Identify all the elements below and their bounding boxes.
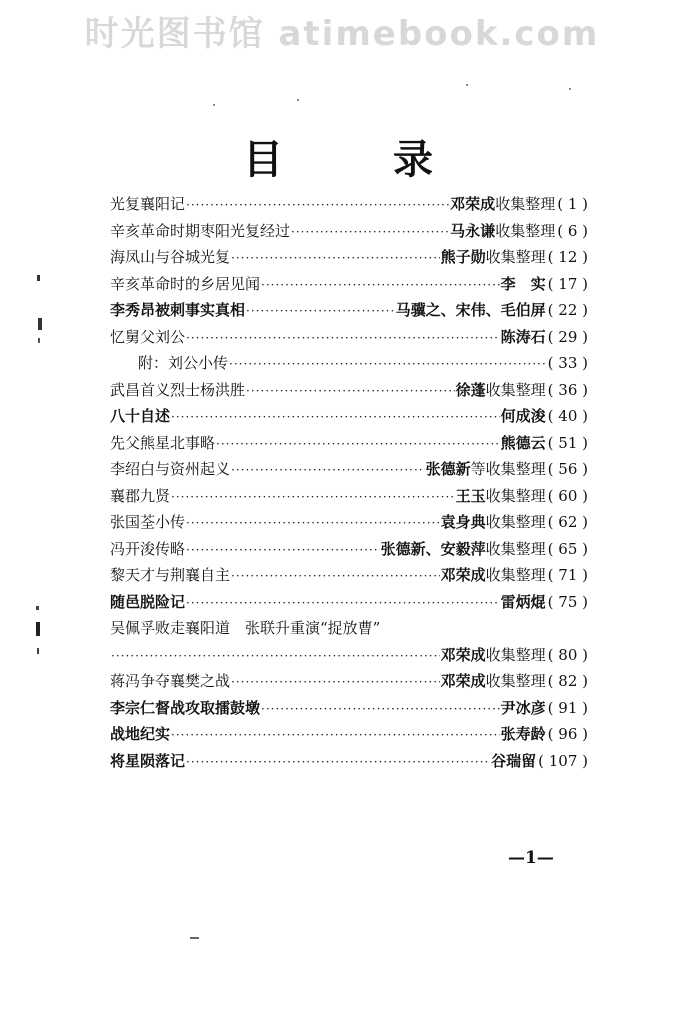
page-title: 目 录 bbox=[243, 137, 481, 183]
toc-entry-title: 战地纪实 bbox=[110, 725, 171, 743]
toc-entry-title: 李绍白与资州起义 bbox=[110, 460, 231, 478]
toc-entry-page: ( 96 ) bbox=[547, 725, 588, 743]
toc-entry-title: 随邑脱险记 bbox=[110, 592, 186, 611]
toc-entry-author: 邓荣成 bbox=[440, 645, 486, 664]
toc-entry-page: ( 80 ) bbox=[547, 645, 588, 664]
toc-entry-author: 马永谦 bbox=[450, 221, 496, 240]
toc-entry-suffix: 收集整理 bbox=[495, 195, 556, 213]
toc-entry-page: ( 91 ) bbox=[547, 698, 588, 717]
toc-entry-page: ( 22 ) bbox=[547, 301, 588, 319]
toc-entry-suffix: 收集整理 bbox=[485, 566, 546, 584]
toc-entry-title: 辛亥革命时的乡居见闻 bbox=[110, 274, 261, 293]
toc-entry-page: ( 107 ) bbox=[538, 751, 588, 770]
toc-entry-page: ( 62 ) bbox=[547, 513, 588, 531]
toc-entry-author: 徐蓬 bbox=[455, 380, 486, 399]
toc-entry-author: 李 实 bbox=[500, 274, 546, 293]
toc-entry-suffix: 等收集整理 bbox=[470, 460, 546, 478]
toc-entry-title: 海凤山与谷城光复 bbox=[110, 248, 231, 266]
toc-entry-title: 忆舅父刘公 bbox=[110, 327, 186, 346]
toc-entry-page: ( 51 ) bbox=[547, 433, 588, 452]
toc-entry-author: 熊子勋 bbox=[440, 248, 486, 266]
toc-entry-author: 马骥之、宋伟、毛伯屏 bbox=[395, 301, 546, 319]
toc-entry-title: 吴佩孚败走襄阳道 张联升重演“捉放曹” bbox=[110, 619, 381, 637]
toc-entry-suffix: 收集整理 bbox=[485, 380, 546, 399]
toc-entry-author: 陈涛石 bbox=[500, 327, 546, 346]
toc-entry-page: ( 56 ) bbox=[547, 460, 588, 478]
toc-entry-title: 辛亥革命时期枣阳光复经过 bbox=[110, 221, 291, 240]
toc-entry-title: 黎天才与荆襄自主 bbox=[110, 566, 231, 584]
toc-entry-title: 先父熊星北事略 bbox=[110, 433, 216, 452]
toc-entry-author: 雷炳焜 bbox=[500, 592, 546, 611]
toc-entry-title: 蒋冯争夺襄樊之战 bbox=[110, 672, 231, 690]
toc-entry-author: 张德新 bbox=[425, 460, 471, 478]
toc-entry-page: ( 17 ) bbox=[547, 274, 588, 293]
toc-entry-title: 将星陨落记 bbox=[110, 751, 186, 770]
toc-entry-title: 武昌首义烈士杨洪胜 bbox=[110, 380, 246, 399]
toc-entry-suffix: 收集整理 bbox=[485, 248, 546, 266]
toc-entry-page: ( 6 ) bbox=[557, 221, 588, 240]
toc-entry-author: 邓荣成 bbox=[440, 672, 486, 690]
toc-entry-author: 谷瑞留 bbox=[491, 751, 537, 770]
watermark: 时光图书馆 atimebook.com bbox=[84, 14, 600, 54]
toc-entry-author: 尹冰彦 bbox=[500, 698, 546, 717]
toc-entry-author: 袁身典 bbox=[440, 513, 486, 531]
toc-entry-suffix: 收集整理 bbox=[485, 486, 546, 505]
toc-entry-author: 何成浚 bbox=[500, 407, 546, 425]
toc-entry-author: 熊德云 bbox=[500, 433, 546, 452]
toc-entry-suffix: 收集整理 bbox=[495, 221, 556, 240]
toc-entry-suffix: 收集整理 bbox=[485, 539, 546, 558]
toc-entry-page: ( 29 ) bbox=[547, 327, 588, 346]
toc-entry-title: 李宗仁督战攻取擂鼓墩 bbox=[110, 698, 261, 717]
toc-entry-author: 邓荣成 bbox=[450, 195, 496, 213]
toc-entry-suffix: 收集整理 bbox=[485, 645, 546, 664]
toc-entry-suffix: 收集整理 bbox=[485, 672, 546, 690]
page-number: —1— bbox=[508, 848, 554, 868]
toc-entry-page: ( 36 ) bbox=[547, 380, 588, 399]
toc-entry-suffix: 收集整理 bbox=[485, 513, 546, 531]
toc-entry-page: ( 40 ) bbox=[547, 407, 588, 425]
toc-entry-page: ( 60 ) bbox=[547, 486, 588, 505]
toc-entry-title: 张国荃小传 bbox=[110, 513, 186, 531]
toc-entry-title: 附：刘公小传 bbox=[138, 354, 229, 372]
toc-entry-author: 张寿龄 bbox=[500, 725, 546, 743]
toc-entry-page: ( 1 ) bbox=[557, 195, 588, 213]
toc-entry-title: 冯开浚传略 bbox=[110, 539, 186, 558]
toc-entry-page: ( 65 ) bbox=[547, 539, 588, 558]
toc-entry-author: 王玉 bbox=[455, 486, 486, 505]
toc-entry-page: ( 33 ) bbox=[547, 354, 588, 372]
toc-entry-author: 张德新、安毅萍 bbox=[380, 539, 486, 558]
toc-entry-title: 八十自述 bbox=[110, 407, 171, 425]
toc-entry-page: ( 71 ) bbox=[547, 566, 588, 584]
toc-entry-page: ( 75 ) bbox=[547, 592, 588, 611]
toc-entry-title: 光复襄阳记 bbox=[110, 195, 186, 213]
toc-entry-title: 襄郡九贤 bbox=[110, 486, 171, 505]
toc-entry-page: ( 82 ) bbox=[547, 672, 588, 690]
toc-entry-author: 邓荣成 bbox=[440, 566, 486, 584]
toc-entry-title: 李秀昂被刺事实真相 bbox=[110, 301, 246, 319]
toc-entry-page: ( 12 ) bbox=[547, 248, 588, 266]
